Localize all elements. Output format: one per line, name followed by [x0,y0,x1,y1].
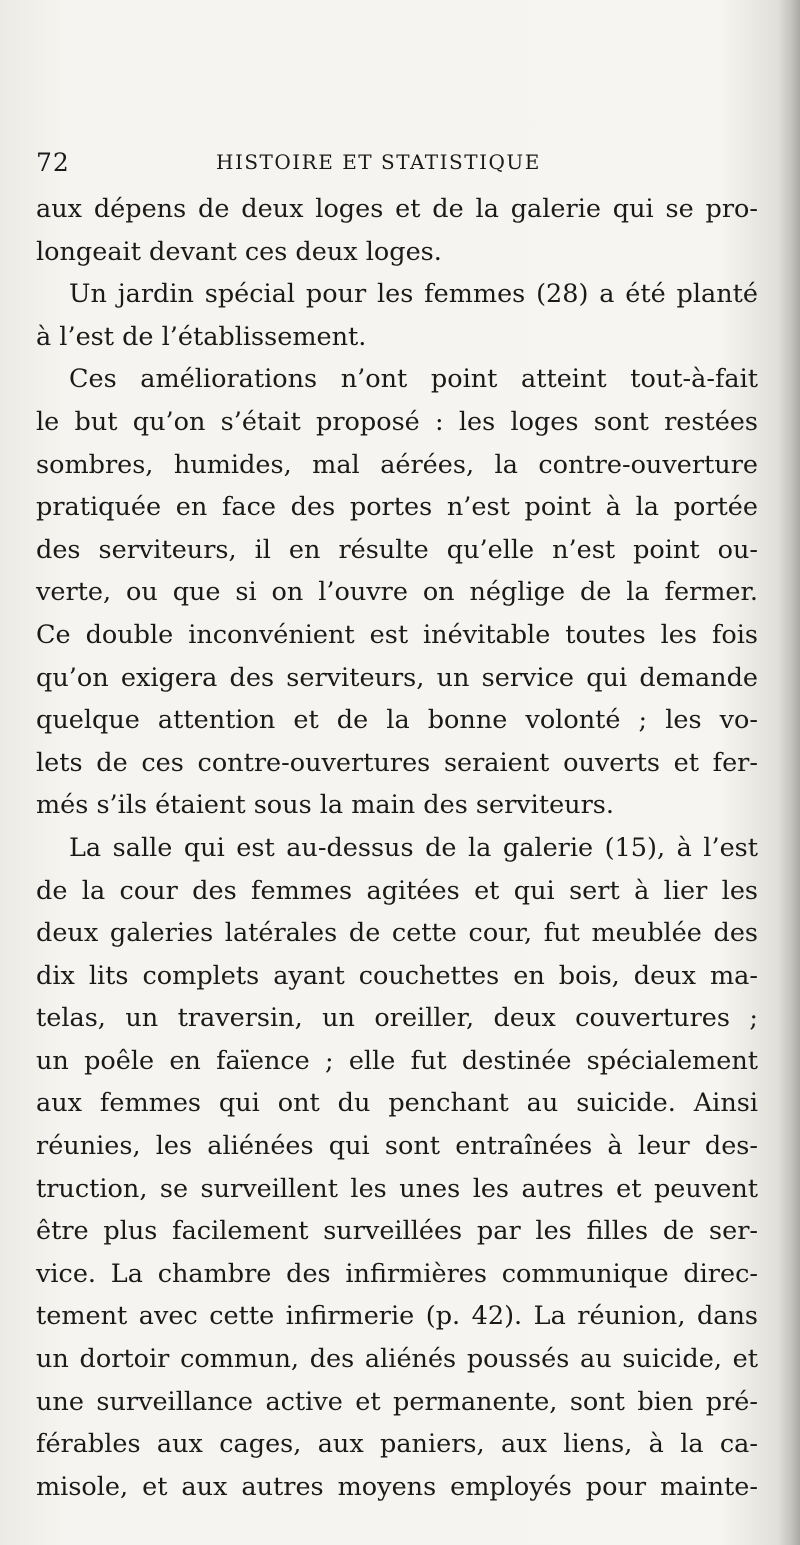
running-head: HISTOIRE ET STATISTIQUE [216,150,541,174]
text-line: més s’ils étaient sous la main des serviteurs. [36,790,614,821]
body-text [36,188,758,1508]
text-line: deux galeries latérales de cette cour, fut meublée des [36,918,758,949]
text-line: le but qu’on s’était proposé : les loges sont restées [36,406,758,437]
text-line: pratiquée en face des portes n’est point à la portée [36,492,758,523]
text-line: un dortoir commun, des aliénés poussés au suicide, et [36,1344,758,1375]
text-line: vice. La chambre des infirmières communique direc- [36,1258,758,1289]
text-line: aux dépens de deux loges et de la galerie qui se pro- [36,194,758,224]
text-line: une surveillance active et permanente, sont bien pré- [36,1386,758,1417]
text-line: réunies, les aliénées qui sont entraînées à leur des- [36,1131,758,1162]
page-number: 72 [36,148,70,177]
text-line: aux femmes qui ont du penchant au suicide. Ainsi [36,1088,758,1119]
text-line: lets de ces contre-ouvertures seraient ouverts et fer- [36,747,758,778]
text-line: verte, ou que si on l’ouvre on néglige de la fermer. [36,577,758,608]
text-line: un poêle en faïence ; elle fut destinée spécialement [36,1045,758,1076]
text-line: à l’est de l’établissement. [36,321,367,352]
text-line: qu’on exigera des serviteurs, un service qui demande [36,662,758,693]
text-line: férables aux cages, aux paniers, aux liens, à la ca- [36,1429,758,1460]
text-line: La salle qui est au-dessus de la galerie (15), à l’est [69,832,758,863]
text-line: sombres, humides, mal aérées, la contre-ouverture [36,449,758,480]
text-line: quelque attention et de la bonne volonté ; les vo- [36,705,758,736]
text-line: Un jardin spécial pour les femmes (28) a été planté [69,279,758,310]
text-line: Ce double inconvénient est inévitable toutes les fois [36,619,758,650]
text-line: tement avec cette infirmerie (p. 42). La réunion, dans [36,1301,758,1332]
text-line: telas, un traversin, un oreiller, deux couvertures ; [36,1003,758,1034]
text-line: misole, et aux autres moyens employés pour mainte- [36,1471,758,1502]
text-line: être plus facilement surveillées par les filles de ser- [36,1216,758,1247]
text-line: longeait devant ces deux loges. [36,236,442,267]
page-header [36,148,758,184]
text-line: truction, se surveillent les unes les autres et peuvent [36,1173,758,1204]
page-gutter-shadow [778,0,800,1545]
text-line: de la cour des femmes agitées et qui sert à lier les [36,875,758,906]
text-line: Ces améliorations n’ont point atteint tout-à-fait [69,364,758,395]
text-line: des serviteurs, il en résulte qu’elle n’est point ou- [36,534,758,565]
text-line: dix lits complets ayant couchettes en bois, deux ma- [36,960,758,991]
